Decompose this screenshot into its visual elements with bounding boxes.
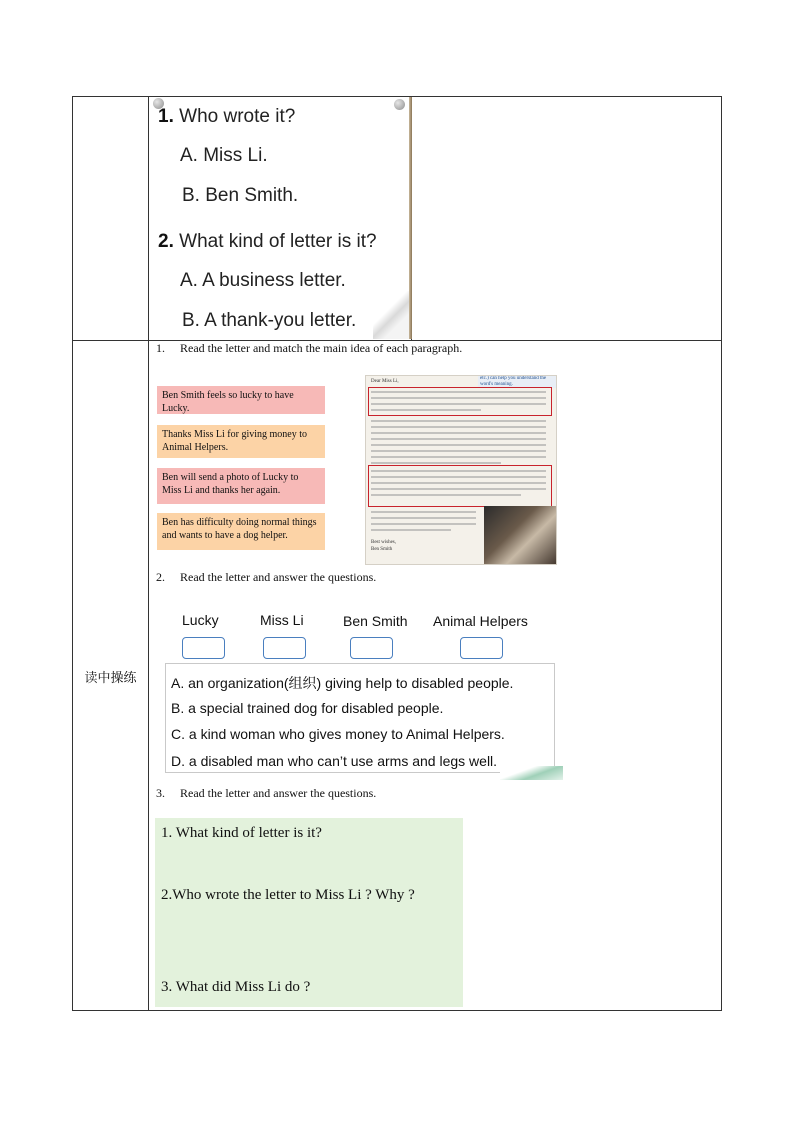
decorative-wedge <box>500 766 563 780</box>
answer-blank-animal-helpers[interactable] <box>460 637 503 659</box>
task-1-instruction: 1. Read the letter and match the main idea of each paragraph. <box>156 341 463 355</box>
slide-edge <box>409 97 412 339</box>
slide-option-2a: A. A business letter. <box>180 270 346 291</box>
question-2: 2.Who wrote the letter to Miss Li ? Why ? <box>161 887 415 903</box>
question-3: 3. What did Miss Li do ? <box>161 979 311 995</box>
slide-option-1a: A. Miss Li. <box>180 145 268 166</box>
highlight-box-1 <box>368 387 552 416</box>
word-animal-helpers: Animal Helpers <box>433 613 528 629</box>
task-2-instruction: 2. Read the letter and answer the questions. <box>156 570 377 584</box>
options-box <box>165 663 555 773</box>
option-a: A. an organization(组织) giving help to disabled people. <box>171 675 514 691</box>
answer-blank-lucky[interactable] <box>182 637 225 659</box>
match-box-1[interactable]: Ben Smith feels so lucky to have Lucky. <box>157 386 325 414</box>
slide-question-2: 2. What kind of letter is it? <box>158 231 377 252</box>
question-1: 1. What kind of letter is it? <box>161 825 322 841</box>
letter-signature: Ben Smith <box>371 547 393 552</box>
slide-question-1: 1. Who wrote it? <box>158 106 296 127</box>
page-curl <box>373 291 409 339</box>
answer-blank-ben-smith[interactable] <box>350 637 393 659</box>
letter-closing: Best wishes, <box>371 540 396 545</box>
word-ben-smith: Ben Smith <box>343 613 408 629</box>
slide-option-1b: B. Ben Smith. <box>182 185 299 206</box>
option-d: D. a disabled man who can’t use arms and legs well. <box>171 753 498 769</box>
task-3-instruction: 3. Read the letter and answer the questions. <box>156 786 377 800</box>
letter-note: etc.) can help you understand the word's meaning. <box>478 376 557 388</box>
option-b: B. a special trained dog for disabled people. <box>171 700 444 716</box>
letter-photo <box>484 506 557 565</box>
letter-greeting: Dear Miss Li, <box>371 379 399 384</box>
answer-blank-miss-li[interactable] <box>263 637 306 659</box>
letter-image <box>365 375 557 565</box>
option-c: C. a kind woman who gives money to Animal Helpers. <box>171 726 505 742</box>
match-box-4[interactable]: Ben has difficulty doing normal things and wants to have a dog helper. <box>157 513 325 550</box>
word-miss-li: Miss Li <box>260 612 304 628</box>
pin-icon <box>394 99 405 110</box>
match-box-2[interactable]: Thanks Miss Li for giving money to Animal Helpers. <box>157 425 325 458</box>
word-lucky: Lucky <box>182 612 219 628</box>
question-box <box>155 818 463 1007</box>
column-divider-1 <box>148 97 149 1010</box>
match-box-3[interactable]: Ben will send a photo of Lucky to Miss Li and thanks her again. <box>157 468 325 504</box>
slide-option-2b: B. A thank-you letter. <box>182 310 357 331</box>
question-slide <box>150 97 412 339</box>
row-label-reading: 读中操练 <box>84 671 137 686</box>
